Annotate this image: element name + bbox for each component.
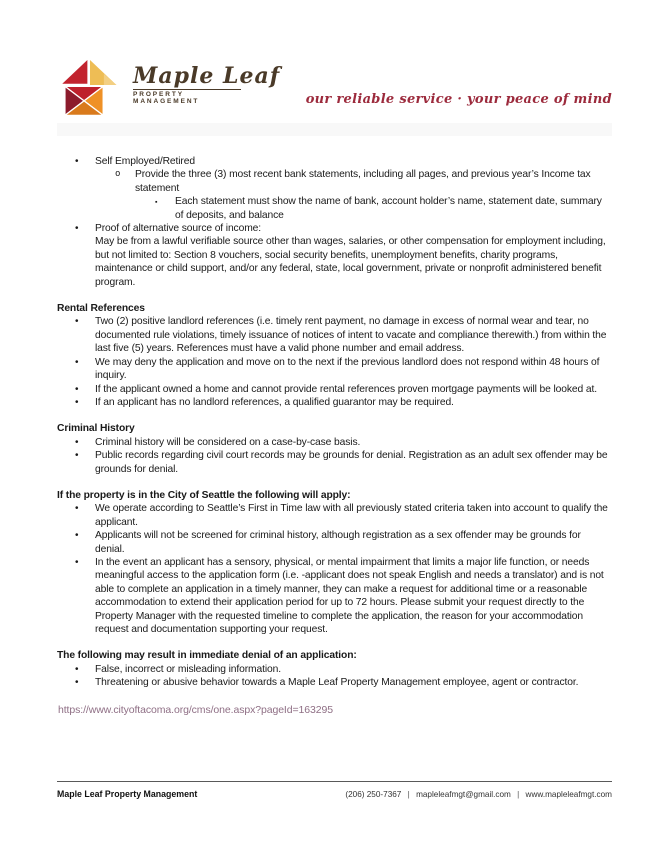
footer-contacts (345, 790, 612, 799)
list-item-text: Applicants will not be screened for criminal history, although registration as a sex offender may be grounds for denial. (95, 530, 581, 555)
list-item-text: We may deny the application and move on to the next if the previous landlord does not respond within 48 hours of inquiry. (95, 356, 600, 382)
list-item-text: Provide the three (3) most recent bank statements, including all pages, and previous year’s Income tax statement (135, 169, 591, 194)
list-item-text: We operate according to Seattle’s First in Time law with all previously stated criteria taken into account to qualify the applicant. (95, 503, 608, 528)
bullet-icon: • (75, 383, 79, 395)
list-item (57, 396, 612, 409)
income-detail-paragraph: May be from a lawful verifiable source other than wages, salaries, or other compensation for employment including, but not limited to: Section 8 vouchers, social security benefits, unemployment benefits, charity programs, maintenance or child support, and/or any federal, state, local government, private or nonprofit administered benefit program. (95, 236, 606, 288)
bullet-icon: • (75, 663, 79, 675)
house-logo-icon (57, 57, 123, 117)
list-item-text: If the applicant owned a home and cannot provide rental references proven mortgage payments will be looked at. (95, 383, 597, 395)
square-bullet-icon: ▪ (155, 199, 158, 207)
list-item-text: If an applicant has no landlord references, a qualified guarantor may be required. (95, 396, 454, 408)
list-item-text: In the event an applicant has a sensory, physical, or mental impairment that limits a major life function, or needs meaningful access to the application form (i.e. -applicant does not speak English and needs a translator) and is not able to complete an application in a timely manner, they can make a request for additional time or a reasonable accommodation to extend their application period for up to 72 hours. Please submit your request directly to the Property Manager with the requested timeline to complete the application, the reason for your accommodation request and documentation supporting your request. (95, 556, 604, 635)
seattle-section (57, 489, 612, 636)
section-heading: If the property is in the City of Seattle the following will apply: (57, 489, 351, 501)
list-item (57, 529, 612, 556)
bullet-icon: • (75, 436, 79, 448)
footer-website: www.mapleleafmgt.com (525, 790, 612, 799)
criminal-history-section (57, 422, 612, 476)
bullet-icon: • (75, 396, 79, 408)
circle-bullet-icon: o (115, 169, 121, 180)
list-item (57, 155, 612, 168)
company-tagline: our reliable service · your peace of mind (305, 92, 612, 107)
section-heading: Criminal History (57, 423, 135, 435)
list-item (57, 195, 612, 222)
header-divider-band (57, 123, 612, 136)
bullet-icon: • (75, 450, 79, 462)
list-item-text: Threatening or abusive behavior towards a Maple Leaf Property Management employee, agent or contractor. (95, 677, 579, 689)
bullet-icon: • (75, 223, 79, 235)
list-item (57, 556, 612, 636)
list-item (57, 436, 612, 449)
footer-company-name: Maple Leaf Property Management (57, 789, 198, 799)
list-item (57, 676, 612, 689)
list-item-text: Self Employed/Retired (95, 156, 195, 167)
denial-section (57, 649, 612, 689)
bullet-icon: • (75, 677, 79, 689)
document-header (57, 57, 612, 117)
bullet-icon: • (75, 316, 79, 328)
list-item-text: Proof of alternative source of income: (95, 223, 261, 235)
document-body (57, 155, 612, 717)
list-item (57, 449, 612, 476)
list-item (57, 168, 612, 195)
list-item-text: False, incorrect or misleading information. (95, 663, 281, 675)
bullet-icon: • (75, 556, 79, 568)
brand-name: Maple Leaf (133, 63, 281, 89)
brand-text-block (133, 65, 280, 109)
list-item (57, 663, 612, 676)
tacoma-hyperlink[interactable]: https://www.cityoftacoma.org/cms/one.aspx?pageId=163295 (58, 703, 333, 716)
maple-leaf-logo (57, 57, 280, 117)
list-item (57, 315, 612, 355)
rental-references-section (57, 302, 612, 409)
footer-phone: (206) 250-7367 (345, 790, 402, 799)
list-item-text: Public records regarding civil court records may be grounds for denial. Registration as an adult sex offender may be grounds for denial. (95, 450, 608, 475)
list-item-text: Each statement must show the name of bank, account holder’s name, statement date, summary of deposits, and balance (175, 196, 602, 221)
list-item-text: Criminal history will be considered on a case-by-case basis. (95, 436, 361, 448)
footer-separator: | (407, 790, 410, 799)
list-item (57, 502, 612, 529)
footer-email: mapleleafmgt@gmail.com (416, 790, 511, 799)
list-item (57, 222, 612, 235)
section-heading: The following may result in immediate denial of an application: (57, 650, 357, 662)
list-item-text: Two (2) positive landlord references (i.e. timely rent payment, no damage in excess of normal wear and tear, no documented rule violations, timely issuance of notices of intent to vacate and compliance therewith.) from within the last five (5) years. References must have a valid phone number and email address. (95, 316, 607, 355)
footer-separator: | (517, 790, 520, 799)
list-item (57, 383, 612, 396)
section-heading: Rental References (57, 303, 145, 315)
bullet-icon: • (75, 356, 79, 368)
bullet-icon: • (75, 156, 79, 167)
bullet-icon: • (75, 530, 79, 542)
document-footer (57, 781, 612, 799)
income-section (57, 155, 612, 289)
bullet-icon: • (75, 503, 79, 515)
list-item (57, 356, 612, 383)
brand-subtitle: PROPERTY MANAGEMENT (133, 89, 241, 105)
